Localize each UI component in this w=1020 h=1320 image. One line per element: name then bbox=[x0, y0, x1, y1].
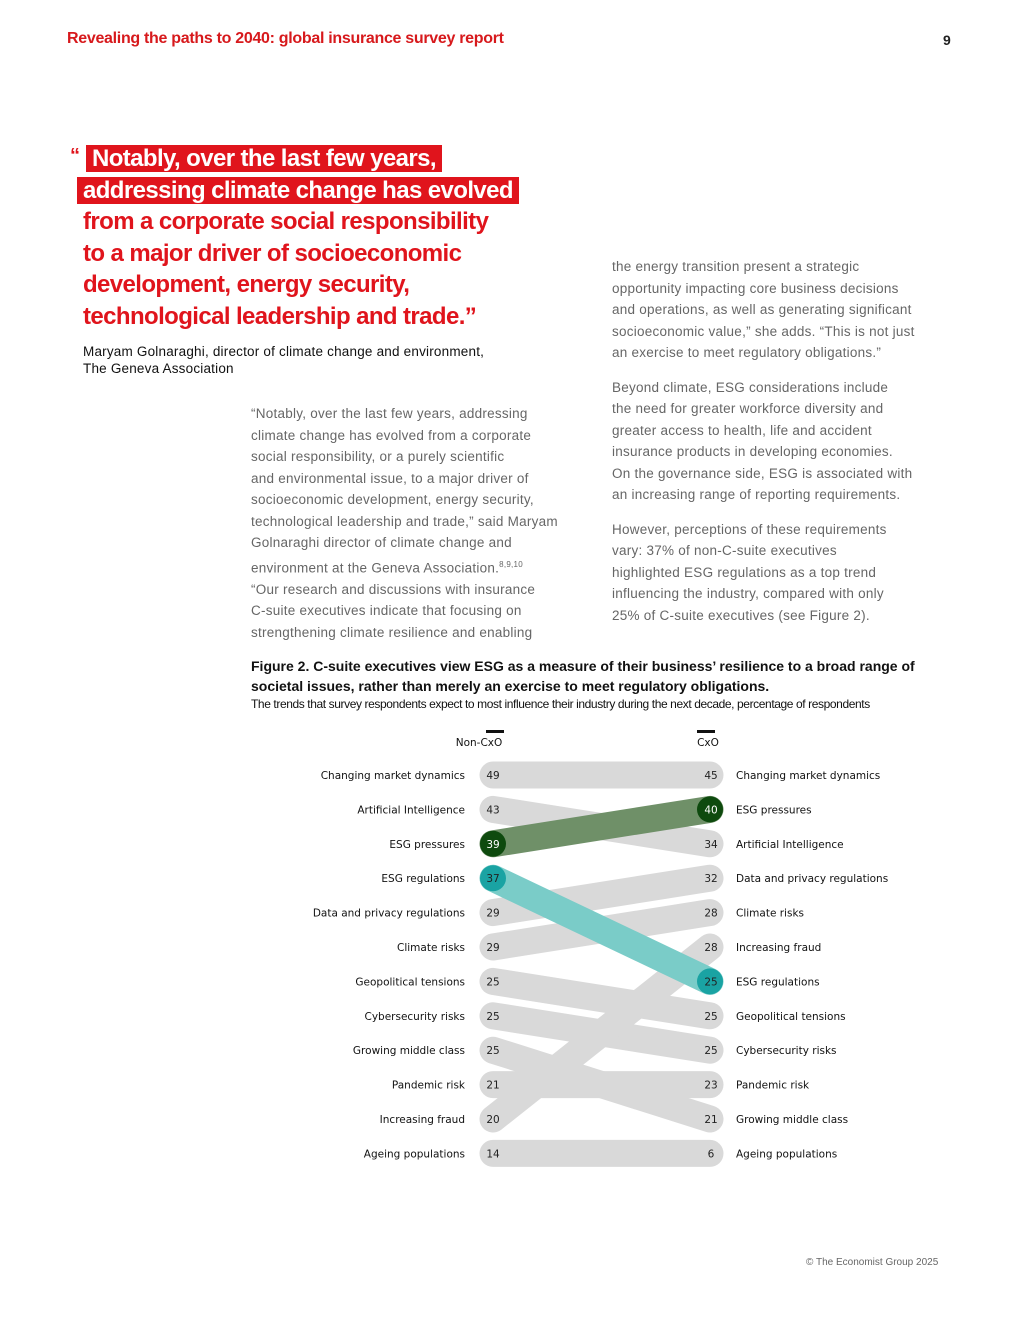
attribution-line: Maryam Golnaraghi, director of climate change and environment, bbox=[83, 344, 485, 359]
right-category-label: Artificial Intelligence bbox=[736, 838, 844, 851]
left-value-label: 43 bbox=[486, 804, 500, 817]
right-value-label: 32 bbox=[704, 873, 718, 886]
report-title: Revealing the paths to 2040: global insurance survey report bbox=[67, 30, 504, 47]
left-column-label: Non-CxO bbox=[455, 737, 503, 749]
left-value-label: 25 bbox=[486, 1010, 500, 1023]
right-category-label: Cybersecurity risks bbox=[736, 1045, 837, 1058]
body-column-1 bbox=[251, 403, 558, 643]
right-value-label: 25 bbox=[704, 1010, 718, 1023]
right-value-label: 34 bbox=[704, 838, 718, 851]
right-value-label: 28 bbox=[704, 907, 718, 920]
body-line: greater access to health, life and accident bbox=[612, 422, 872, 438]
quote-mark-icon: “ bbox=[70, 145, 80, 167]
left-category-label: Ageing populations bbox=[363, 1148, 465, 1161]
left-value-label: 20 bbox=[486, 1114, 500, 1126]
body-line: “Notably, over the last few years, addressing bbox=[251, 406, 528, 421]
body-line: Beyond climate, ESG considerations include bbox=[612, 379, 889, 395]
right-category-label: Pandemic risk bbox=[736, 1079, 810, 1092]
body-line: an exercise to meet regulatory obligations.” bbox=[612, 345, 882, 360]
left-category-label: Pandemic risk bbox=[391, 1079, 465, 1092]
body-line: highlighted ESG regulations as a top trend bbox=[612, 564, 877, 580]
right-value-label: 6 bbox=[707, 1148, 715, 1161]
figure-title: Figure 2. C-suite executives view ESG as a measure of their business’ resilience to a broad range of societal issues, rather than merely an exercise to meet regulatory obligations. bbox=[251, 658, 915, 694]
right-value-label: 45 bbox=[704, 770, 718, 782]
right-category-label: Ageing populations bbox=[736, 1148, 838, 1161]
copyright: © The Economist Group 2025 bbox=[806, 1257, 939, 1268]
left-category-label: ESG regulations bbox=[381, 873, 465, 886]
body-line: 25% of C-suite executives (see Figure 2). bbox=[612, 607, 870, 623]
body-line: and operations, as well as generating significant bbox=[612, 302, 912, 317]
right-value-label: 40 bbox=[704, 804, 718, 817]
body-line: “Our research and discussions with insurance bbox=[251, 581, 536, 597]
pull-quote-line: technological leadership and trade.” bbox=[83, 302, 477, 330]
left-category-label: Growing middle class bbox=[352, 1045, 465, 1058]
left-value-label: 39 bbox=[486, 838, 500, 851]
left-category-label: Changing market dynamics bbox=[320, 770, 465, 782]
body-line: environment at the Geneva Association.$^{8,9,10}$ bbox=[251, 559, 523, 575]
left-category-label: Data and privacy regulations bbox=[312, 907, 465, 920]
page-number: 9 bbox=[943, 32, 951, 48]
body-line: socioeconomic development, energy security, bbox=[251, 492, 534, 507]
quote-attribution bbox=[83, 343, 484, 377]
left-value-label: 29 bbox=[486, 942, 500, 954]
figure-subtitle: The trends that survey respondents expect to most influence their industry during the next decade, percentage of respondents bbox=[251, 697, 870, 711]
attribution-line: The Geneva Association bbox=[83, 361, 234, 376]
body-line: strengthening climate resilience and enabling bbox=[251, 624, 533, 640]
paragraph bbox=[612, 256, 915, 364]
body-line: an increasing range of reporting requirements. bbox=[612, 487, 901, 502]
right-value-label: 21 bbox=[704, 1114, 718, 1126]
right-value-label: 23 bbox=[704, 1079, 718, 1092]
left-category-label: Geopolitical tensions bbox=[355, 976, 465, 989]
pull-quote bbox=[70, 143, 540, 332]
left-category-label: Cybersecurity risks bbox=[364, 1010, 465, 1023]
pull-quote-line: addressing climate change has evolved bbox=[77, 177, 519, 204]
left-value-label: 29 bbox=[486, 907, 500, 920]
footnote-ref[interactable]: 8,9,10 bbox=[499, 559, 523, 569]
right-category-label: Data and privacy regulations bbox=[736, 873, 889, 886]
left-category-label: Increasing fraud bbox=[379, 1114, 465, 1126]
left-value-label: 25 bbox=[486, 1045, 500, 1058]
paragraph bbox=[612, 519, 915, 627]
body-line: socioeconomic value,” she adds. “This is not just bbox=[612, 323, 915, 339]
left-value-label: 49 bbox=[486, 770, 500, 782]
body-line: technological leadership and trade,” said Maryam bbox=[251, 513, 558, 529]
left-value-label: 14 bbox=[486, 1148, 500, 1161]
body-line: influencing the industry, compared with only bbox=[612, 586, 884, 601]
right-column-label: CxO bbox=[697, 737, 719, 749]
body-line: climate change has evolved from a corporate bbox=[251, 427, 532, 443]
body-line: However, perceptions of these requirements bbox=[612, 521, 887, 537]
slope-chart bbox=[0, 720, 1020, 1190]
body-line: social responsibility, or a purely scientific bbox=[251, 449, 505, 464]
body-column-2 bbox=[612, 256, 915, 639]
body-line: Golnaraghi director of climate change and bbox=[251, 535, 512, 550]
left-category-label: ESG pressures bbox=[389, 838, 465, 851]
left-axis-marker bbox=[486, 730, 504, 733]
body-line: C-suite executives indicate that focusing on bbox=[251, 603, 522, 618]
right-category-label: Increasing fraud bbox=[736, 942, 822, 954]
pull-quote-line: Notably, over the last few years, bbox=[86, 145, 442, 172]
pull-quote-line: from a corporate social responsibility bbox=[83, 208, 489, 235]
body-line: and environmental issue, to a major driver of bbox=[251, 470, 529, 486]
right-category-label: Growing middle class bbox=[736, 1114, 849, 1126]
right-category-label: Climate risks bbox=[736, 907, 804, 920]
left-category-label: Artificial Intelligence bbox=[357, 804, 465, 817]
pull-quote-line: development, energy security, bbox=[83, 271, 410, 298]
body-line: the energy transition present a strategic bbox=[612, 259, 860, 274]
body-line: the need for greater workforce diversity and bbox=[612, 401, 884, 416]
right-category-label: Changing market dynamics bbox=[736, 770, 881, 782]
left-value-label: 21 bbox=[486, 1079, 500, 1092]
right-axis-marker bbox=[697, 730, 715, 733]
body-line: On the governance side, ESG is associated with bbox=[612, 465, 913, 481]
body-line: opportunity impacting core business decisions bbox=[612, 280, 899, 296]
right-value-label: 25 bbox=[704, 1045, 718, 1058]
body-line: vary: 37% of non-C-suite executives bbox=[612, 543, 837, 558]
right-value-label: 25 bbox=[704, 976, 718, 989]
left-category-label: Climate risks bbox=[397, 942, 465, 954]
paragraph bbox=[612, 377, 915, 506]
right-category-label: ESG pressures bbox=[736, 804, 812, 817]
right-category-label: ESG regulations bbox=[736, 976, 820, 989]
right-category-label: Geopolitical tensions bbox=[736, 1010, 846, 1023]
left-value-label: 25 bbox=[486, 976, 500, 989]
pull-quote-line: to a major driver of socioeconomic bbox=[83, 239, 462, 267]
right-value-label: 28 bbox=[704, 942, 718, 954]
left-value-label: 37 bbox=[486, 873, 500, 886]
body-line: insurance products in developing economies. bbox=[612, 444, 893, 459]
